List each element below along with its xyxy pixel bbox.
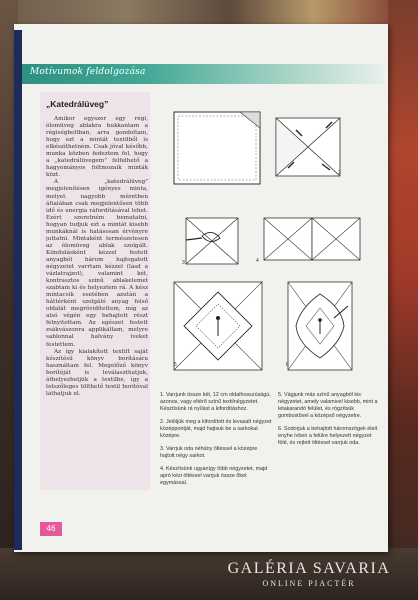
watermark-sub: ONLINE PIACTÉR bbox=[262, 579, 356, 588]
article-body bbox=[46, 116, 148, 488]
diagram-6-rolled-edges bbox=[284, 278, 356, 374]
figure-number: 5 bbox=[174, 362, 177, 368]
diagram-3-stitched-center bbox=[180, 212, 242, 268]
instruction-step: 2. Jelöljük meg a kifordított és levasalt négyzet középpontját, majd hajtsuk be a sarkokat középre. bbox=[160, 419, 272, 439]
figure-number: 6 bbox=[286, 362, 289, 368]
article-paragraph: Az így kialakított textilt saját készítésű könyv borítására használtam fel. Megelőző könyv borítóját is leválaszthatjuk, áthelyezhetjük a textilbe, így a tetszőleges tölthető textil borítóval láthatjuk el. bbox=[46, 348, 148, 397]
instructions-right bbox=[278, 392, 382, 453]
diagram-5-pinned-window bbox=[170, 278, 266, 374]
figure-number: 4 bbox=[256, 258, 259, 264]
book-cover-edge bbox=[14, 30, 22, 550]
page-number: 46 bbox=[40, 522, 62, 536]
instructions-left bbox=[160, 392, 272, 493]
figure-number: 2 bbox=[338, 170, 341, 176]
instruction-step: 1. Varrjunk össze két, 12 cm oldalhosszúságú, azonos, vagy eltérő színű textilnégyzetet. Készítsünk rá nyílást a kifordításhoz. bbox=[160, 392, 271, 412]
article-paragraph: Amikor egyszer egy régi, ólomüveg ablakra bukkantam a régiségboltban, arra gondoltam, hogy ezt a mintát textilből is elkészíthetném. Csak jóval később, munka közben fedeztem fel, hogy a „katedrálüvegem” felfelhető a hagyományos foltmozaik minták közt. bbox=[46, 116, 148, 179]
diagram-1-square bbox=[168, 108, 264, 188]
article-paragraph: A „katedrálüveg” megjelenítésen igényes minta, melyet nagyobb méretben általában csak megjelentősen több idő és energia ráfordításával lehet. Ezért szeretném bemutatni, hogyan tudjuk ezt a mintát kisebb munkáknál is hatásosan érvényre juttatni. Mintaként természetesen az ólomüveg ablak szolgált. Kiindulásként kézzel festett anyagból három hajtogatott négyzetet varrtam kézzel (lásd a vázlatrajzot), valamint két, kontrasztos színű ablakelemet szabtam ki és helyeztem rá. A kész mintacsík esetében azután a háttérként szolgáló anyag felső oldalát megróvidítettem, míg az alsó végén egy behajtott részt felnyitottam. Az egészet festett zsákvászonra applikáltam, melyre sablonnal halvány íveket festettem. bbox=[46, 179, 148, 348]
background-right bbox=[388, 0, 418, 600]
watermark bbox=[200, 560, 418, 588]
instruction-step: 6. Sodorjuk a behajtott háromszögek éleit enyhe ívben a felülre helyezett négyzet fölé, és rejtett öltéssel varrjuk oda. bbox=[278, 426, 378, 446]
figure-number: 3 bbox=[182, 260, 185, 266]
article-title: „Katedrálüveg” bbox=[46, 99, 109, 109]
instruction-step: 3. Varrjuk oda néhány öltéssel a középre hajtott négy sarkot. bbox=[160, 446, 258, 459]
watermark-main: GALÉRIA SAVARIA bbox=[227, 560, 391, 577]
diagram-4-joined-squares bbox=[260, 214, 364, 264]
instruction-step: 5. Vágjunk más színű anyagból kis négyzetet, amely valamivel kisebb, mint a letakarandó felület, és rögzítsük gombostűvel a középső négyzetre. bbox=[278, 392, 378, 419]
section-header-title: Motívumok feldolgozása bbox=[30, 67, 146, 77]
instruction-step: 4. Készítsünk ugyanígy több négyzetet, majd apró kézi öltéssel varrjuk össze őket egymással. bbox=[160, 466, 268, 486]
